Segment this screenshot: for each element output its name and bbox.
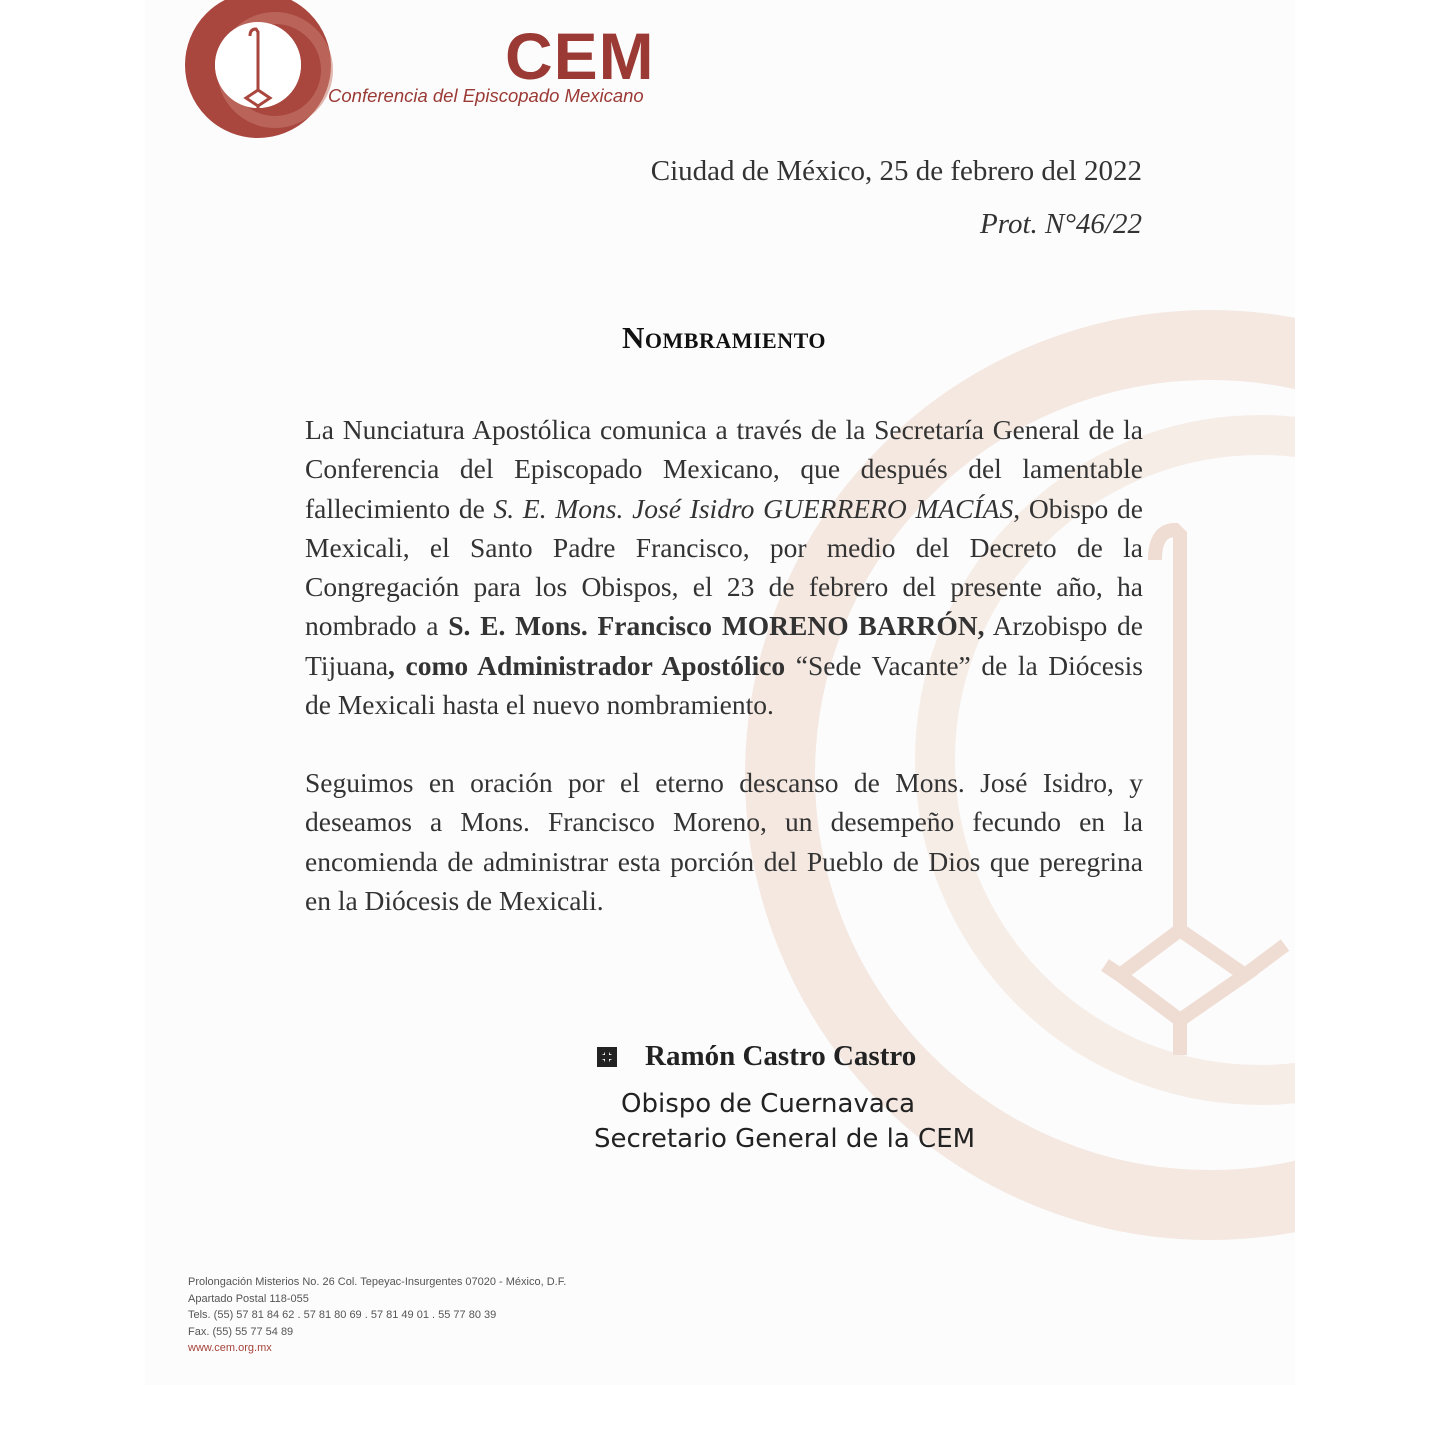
protocol-number: Prot. N°46/22 (980, 208, 1142, 240)
cem-logo-title: CEM (505, 19, 655, 93)
deceased-bishop-name: S. E. Mons. José Isidro GUERRERO MACÍAS (493, 492, 1014, 524)
signatory-name-line (597, 1040, 916, 1073)
document-heading: Nombramiento (622, 320, 826, 355)
appointment-role: , como Administrador Apostólico (388, 649, 786, 681)
paragraph-text: Arzobispo de Tijuana (305, 610, 1143, 681)
letterhead-footer (188, 1274, 566, 1357)
prayer-paragraph: Seguimos en oración por el eterno descanso de Mons. José Isidro, y deseamos a Mons. Francisco Moreno, un desempeño fecundo en la encomienda de administrar esta porción del Pueblo de Dios que peregrina en la Diócesis de Mexicali. (305, 767, 1143, 916)
paragraph-text: , Obispo de Mexicali, el Santo Padre Francisco, por medio del Decreto de la Congregación para los Obispos, el 23 de febrero del presente año, ha nombrado a (305, 492, 1144, 642)
signatory-name: Ramón Castro Castro (645, 1040, 917, 1072)
footer-po-box: Apartado Postal 118-055 (188, 1292, 309, 1305)
signatory-title-secretary: Secretario General de la CEM (594, 1124, 976, 1154)
footer-phones: Tels. (55) 57 81 84 62 . 57 81 80 69 . 57 81 49 01 . 55 77 80 39 (188, 1309, 497, 1321)
letter-page (145, 0, 1295, 1385)
appointee-name: S. E. Mons. Francisco MORENO BARRÓN, (448, 610, 985, 642)
footer-address: Prolongación Misterios No. 26 Col. Tepeyac-Insurgentes 07020 - México, D.F. (188, 1276, 567, 1288)
paragraph-text: La Nunciatura Apostólica comunica a través de la Secretaría General de la Conferencia del Episcopado Mexicano, que después del lamentable fallecimiento de (305, 414, 1143, 524)
paragraph-text: “Sede Vacante” de la Diócesis de Mexicali hasta el nuevo nombramiento. (305, 649, 1143, 721)
footer-fax: Fax. (55) 55 77 54 89 (188, 1325, 294, 1338)
cem-logo-subtitle: Conferencia del Episcopado Mexicano (328, 85, 644, 106)
signatory-title-bishop: Obispo de Cuernavaca (621, 1089, 915, 1119)
footer-website-link[interactable]: www.cem.org.mx (188, 1342, 272, 1354)
episcopal-cross-icon (597, 1047, 617, 1067)
announcement-paragraph (305, 410, 1143, 724)
letter-date: Ciudad de México, 25 de febrero del 2022 (650, 155, 1142, 187)
